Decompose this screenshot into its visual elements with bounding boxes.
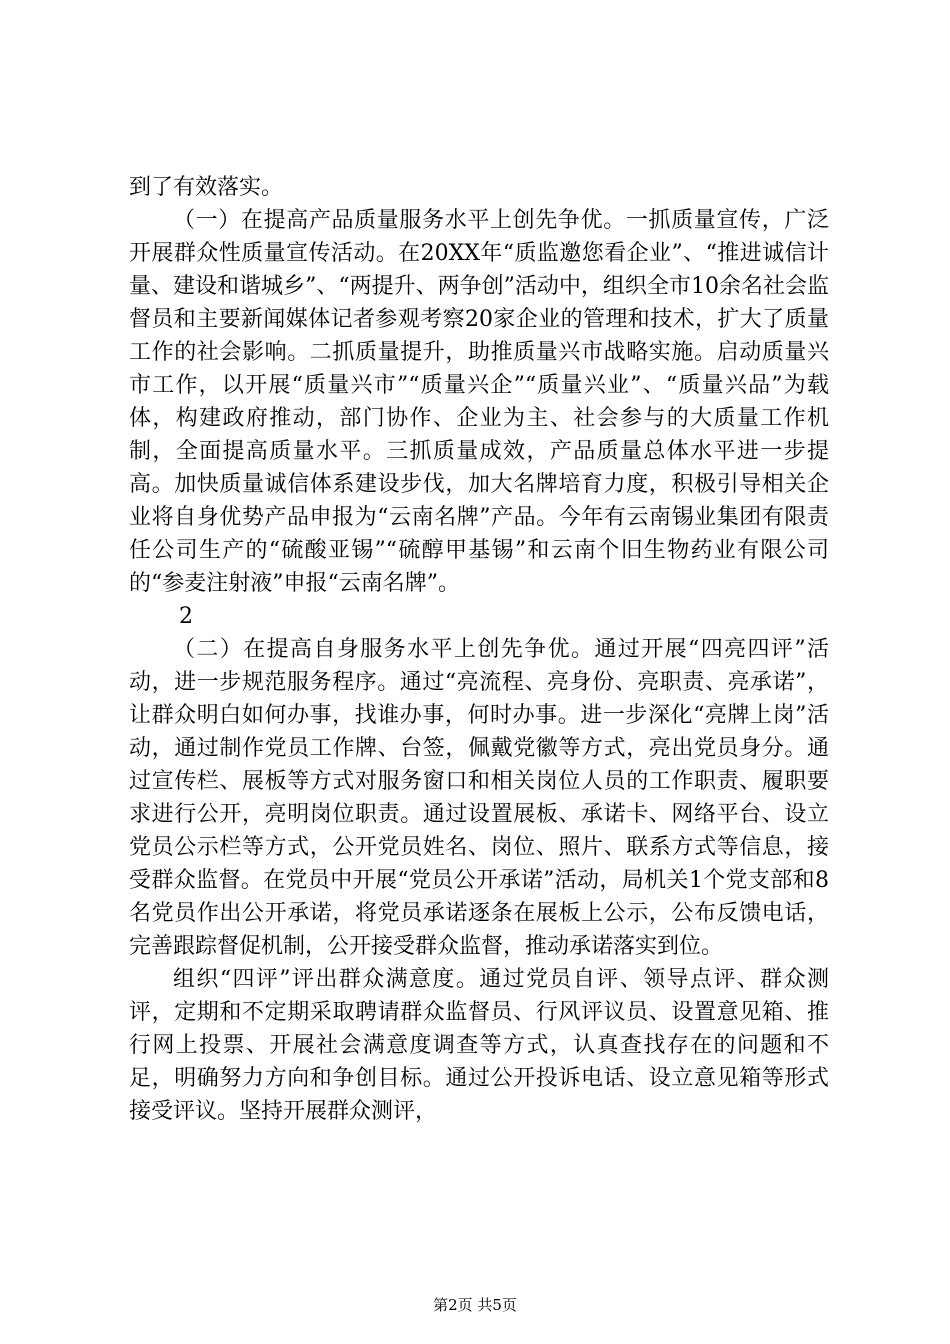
paragraph-self-service: （二）在提高自身服务水平上创先争优。通过开展“四亮四评”活动，进一步规范服务程序。通过“亮流程、亮身份、亮职责、亮承诺”，让群众明白如何办事，找谁办事，何时办事。进一步深化“亮牌上岗”活动，通过制作党员工作牌、台签，佩戴党徽等方式，亮出党员身分。通过宣传栏、展板等方式对服务窗口和相关岗位人员的工作职责、履职要求进行公开，亮明岗位职责。通过设置展板、承诺卡、网络平台、设立党员公示栏等方式，公开党员姓名、岗位、照片、联系方式等信息，接受群众监督。在党员中开展“党员公开承诺”活动，局机关1个党支部和8名党员作出公开承诺，将党员承诺逐条在展板上公示，公布反馈电话，完善跟踪督促机制，公开接受群众监督，推动承诺落实到位。: [129, 637, 829, 959]
document-body: [129, 171, 829, 1128]
paragraph-four-evaluations: 组织“四评”评出群众满意度。通过党员自评、领导点评、群众测评，定期和不定期采取聘请群众监督员、行风评议员、设置意见箱、推行网上投票、开展社会满意度调查等方式，认真查找存在的问题和不足，明确努力方向和争创目标。通过公开投诉电话、设立意见箱等形式接受评议。坚持开展群众测评，: [129, 967, 829, 1124]
paragraph-continuation: 到了有效落实。: [129, 175, 284, 200]
paragraph-product-quality: （一）在提高产品质量服务水平上创先争优。一抓质量宣传，广泛开展群众性质量宣传活动。在20XX年“质监邀您看企业”、“推进诚信计量、建设和谐城乡”、“两提升、两争创”活动中，组织全市10余名社会监督员和主要新闻媒体记者参观考察20家企业的管理和技术，扩大了质量工作的社会影响。二抓质量提升，助推质量兴市战略实施。启动质量兴市工作，以开展“质量兴市”“质量兴企”“质量兴业”、“质量兴品”为载体，构建政府推动，部门协作、企业为主、社会参与的大质量工作机制，全面提高质量水平。三抓质量成效，产品质量总体水平进一步提高。加快质量诚信体系建设步伐，加大名牌培育力度，积极引导相关企业将自身优势产品申报为“云南名牌”产品。今年有云南锡业集团有限责任公司生产的“硫酸亚锡”“硫醇甲基锡”和云南个旧生物药业有限公司的“参麦注射液”申报“云南名牌”。: [129, 208, 829, 596]
page-footer: 第2页 共5页: [433, 1296, 517, 1314]
inline-page-number: 2: [179, 604, 193, 629]
